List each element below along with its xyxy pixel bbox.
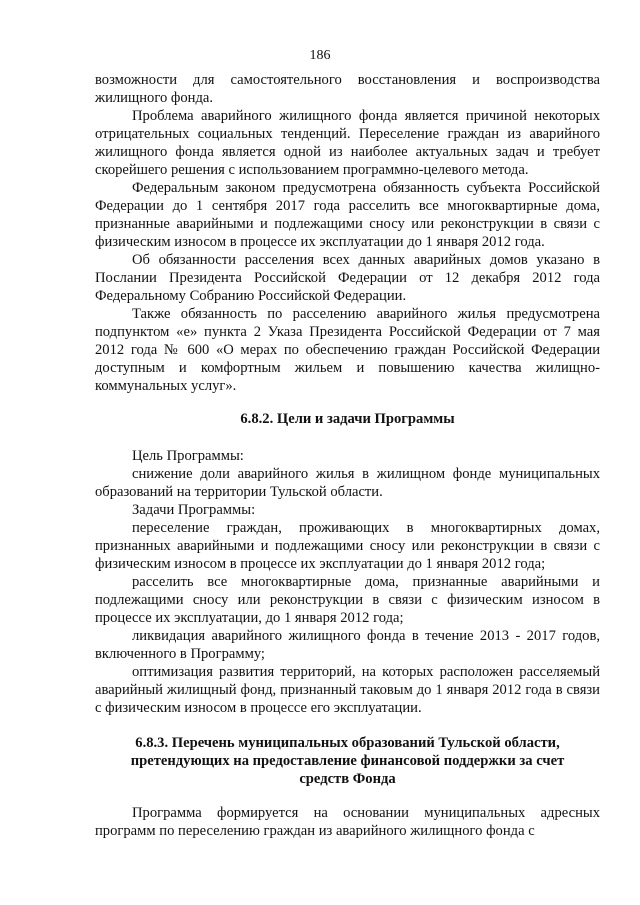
task-item: расселить все многоквартирные дома, признанные аварийными и подлежащими сносу или реконструкции в связи с физическим износом в процессе их эксплуатации, до 1 января 2012 года; [95,574,600,626]
section-heading-line: 6.8.3. Перечень муниципальных образований Тульской области, [135,735,560,751]
task-item: оптимизация развития территорий, на которых расположен расселяемый аварийный жилищный фонд, признанный таковым до 1 января 2012 года в связи с физическим износом в процессе его эксплуатации. [95,664,600,716]
paragraph-problem: Проблема аварийного жилищного фонда является причиной некоторых отрицательных социальных тенденций. Переселение граждан из аварийного жилищного фонда является одной из наиболее актуальных задач и требует скорейшего решения с использованием программно-целевого метода. [95,108,600,178]
section-heading-line: средств Фонда [299,771,396,787]
paragraph-federal-law: Федеральным законом предусмотрена обязанность субъекта Российской Федерации до 1 сентября 2017 года расселить все многоквартирные дома, признанные аварийными и подлежащими сносу или реконструкции в связи с физическим износом в процессе их эксплуатации до 1 января 2012 года. [95,180,600,250]
paragraph-president-address: Об обязанности расселения всех данных аварийных домов указано в Послании Президента Российской Федерации от 12 декабря 2012 года Федеральному Собранию Российской Федерации. [95,252,600,304]
section-heading-goals: 6.8.2. Цели и задачи Программы [240,411,455,427]
section-heading-line: претендующих на предоставление финансовой поддержки за счет [130,753,565,769]
paragraph-decree: Также обязанность по расселению аварийного жилья предусмотрена подпунктом «е» пункта 2 Указа Президента Российской Федерации от 7 мая 2012 года № 600 «О мерах по обеспечению граждан Российской Федерации доступным и комфортным жильем и повышению качества жилищно-коммунальных услуг». [95,306,600,394]
tasks-label: Задачи Программы: [132,502,256,518]
goal-text: снижение доли аварийного жилья в жилищном фонде муниципальных образований на территории Тульской области. [95,466,600,500]
task-item: переселение граждан, проживающих в многоквартирных домах, признанных аварийными и подлежащими сносу или реконструкции в связи с физическим износом в процессе их эксплуатации до 1 января 2012 года; [95,520,600,572]
section-heading-municipalities [95,734,600,788]
document-body [95,71,600,840]
paragraph-program-basis: Программа формируется на основании муниципальных адресных программ по переселению граждан из аварийного жилищного фонда с [95,805,600,839]
task-item: ликвидация аварийного жилищного фонда в течение 2013 - 2017 годов, включенного в Программу; [95,628,600,662]
paragraph-continuation: возможности для самостоятельного восстановления и воспроизводства жилищного фонда. [95,72,600,106]
goal-label: Цель Программы: [132,448,244,464]
page-number: 186 [309,48,331,63]
